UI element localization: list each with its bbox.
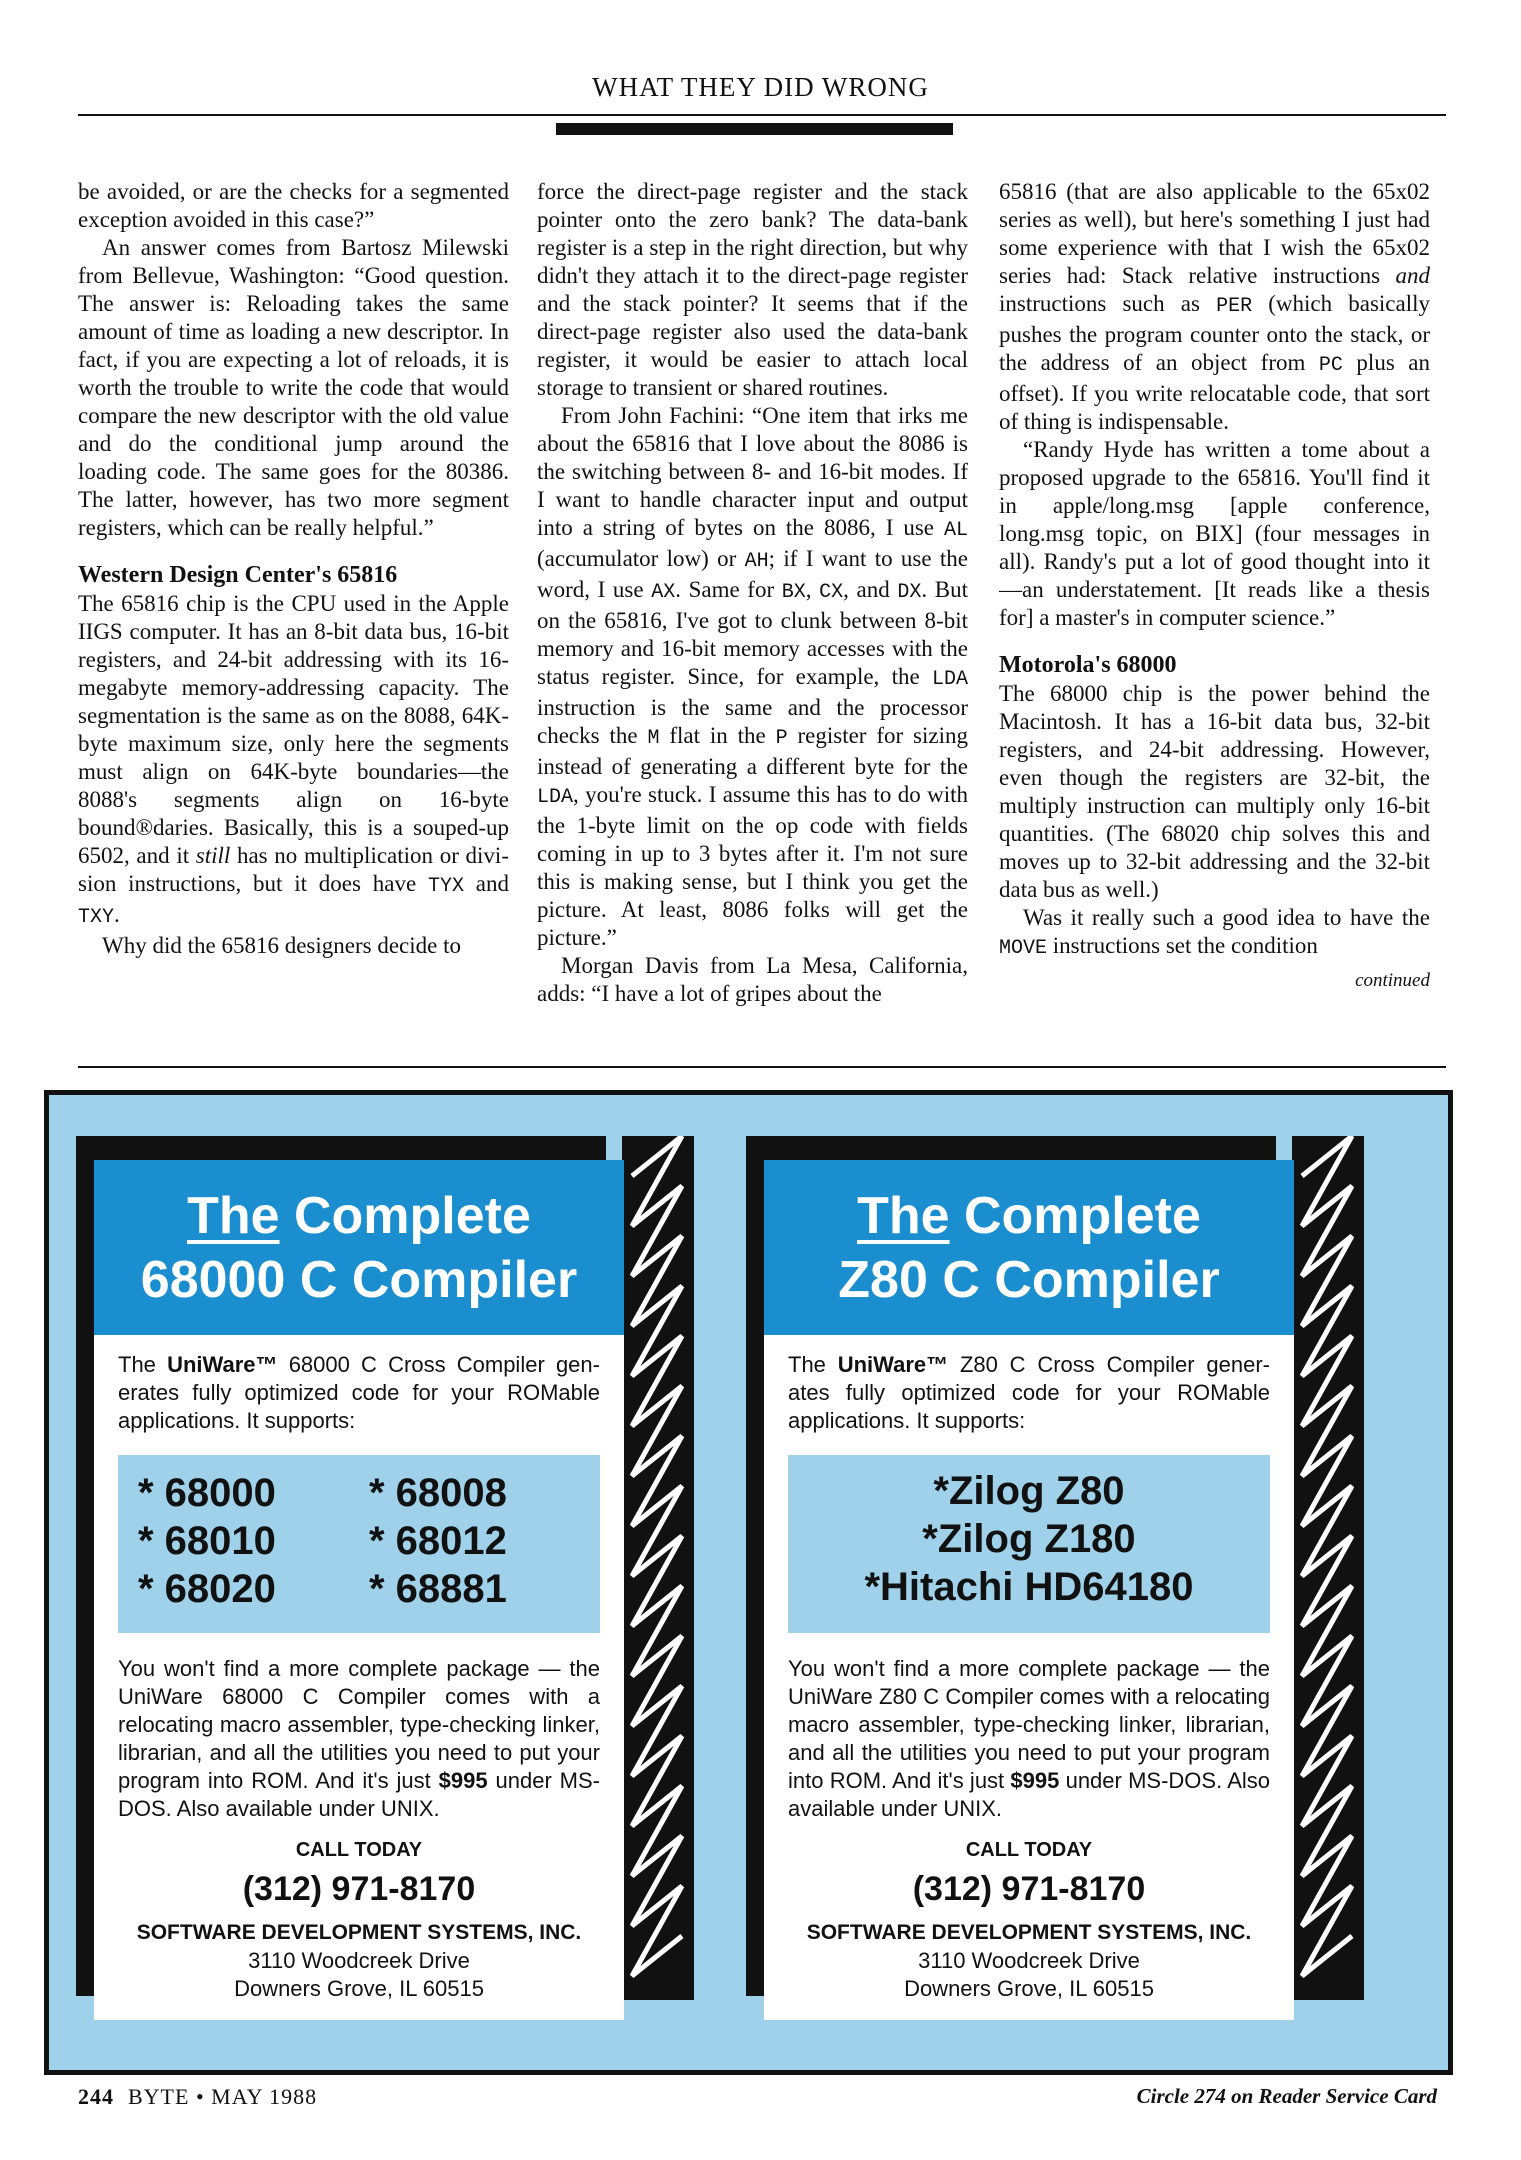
ad-title: The Complete 68000 C Compiler bbox=[94, 1160, 624, 1335]
magazine-issue: BYTE • MAY 1988 bbox=[128, 2084, 318, 2109]
cpu-item: * 68012 bbox=[369, 1519, 507, 1563]
ad-panel-z80 bbox=[764, 1160, 1294, 2020]
page-number: 244 bbox=[78, 2084, 114, 2109]
continued-label: continued bbox=[1355, 970, 1430, 991]
paragraph: An answer comes from Bartosz Milewski from Bellevue, Washington: “Good question. The answer is: Reloading takes the same amount of time as loading a new descriptor. In fact, if you are expecting a lot of reloads, it is worth the trouble to write the code that would compare the new descriptor with the old value and do the conditional jump around the loading code. The same goes for the 80386. The latter, however, has two more segment registers, which can be really helpful.” bbox=[78, 235, 509, 540]
cpu-item: * 68881 bbox=[369, 1567, 507, 1611]
header-rule bbox=[78, 114, 1446, 116]
cpu-item: *Zilog Z180 bbox=[922, 1517, 1136, 1561]
page-footer bbox=[78, 2084, 317, 2110]
phone-number[interactable]: (312) 971-8170 bbox=[912, 1870, 1146, 1908]
ad-intro: The UniWare™ 68000 C Cross Compiler generates fully optimized code for your ROMable applications. It supports: bbox=[118, 1352, 600, 1433]
article-column-2 bbox=[537, 178, 968, 1058]
company-name: SOFTWARE DEVELOPMENT SYSTEMS, INC. bbox=[136, 1921, 582, 1944]
header-bar bbox=[556, 123, 953, 135]
ad-panel-68000 bbox=[94, 1160, 624, 2020]
paragraph: “Randy Hyde has written a tome about a proposed upgrade to the 65816. You'll find it in apple/long.msg [apple conference, long.msg topic, on BIX] (four messages in all). Randy's put a lot of good thought into it—an understatement. [It reads like a thesis for] a master's in computer science.” bbox=[999, 437, 1430, 630]
ad-contact bbox=[764, 1837, 1294, 2003]
paragraph: Morgan Davis from La Mesa, California, adds: “I have a lot of gripes about the bbox=[537, 953, 968, 1006]
ad-body: You won't find a more complete package — the UniWare Z80 C Compiler comes with a relocating macro assembler, type-checking linker, librarian, and all the utilities you need to put your program into ROM. And it's just $995 under MS-DOS. Also available under UNIX. bbox=[788, 1656, 1270, 1821]
section-heading: Western Design Center's 65816 bbox=[78, 562, 398, 588]
section-heading: Motorola's 68000 bbox=[999, 652, 1177, 678]
call-today: CALL TODAY bbox=[295, 1839, 423, 1861]
address-line-2: Downers Grove, IL 60515 bbox=[234, 1976, 484, 2001]
ad-title: The Complete Z80 C Compiler bbox=[764, 1160, 1294, 1335]
address-line-1: 3110 Woodcreek Drive bbox=[918, 1948, 1140, 1973]
paragraph: The 65816 chip is the CPU used in the Apple IIGS computer. It has an 8-bit data bus, 16-bit registers, and 24-bit addressing with its 16-megabyte memory-addressing capacity. The segmentation is the same as on the 8088, 64K-byte maximum size, only here the segments must align on 64K-byte boundaries—the 8088's segments align on 16-byte bound®daries. Basically, this is a souped-up 6502, and it still has no multiplication or division instructions, but it does have TYX and TXY. bbox=[78, 591, 509, 929]
ad-panel-box bbox=[94, 1160, 624, 2020]
supported-cpus bbox=[118, 1455, 600, 1633]
paragraph: Why did the 65816 designers decide to bbox=[102, 933, 461, 958]
paragraph: The 68000 chip is the power behind the Macintosh. It has a 16-bit data bus, 32-bit registers, and 24-bit addressing. However, even though the registers are 32-bit, the multiply instruction can multiply only 16-bit quantities. (The 68020 chip solves this and moves up to 32-bit addressing and the 32-bit data bus as well.) bbox=[999, 681, 1430, 902]
running-head: WHAT THEY DID WRONG bbox=[592, 72, 929, 102]
phone-number[interactable]: (312) 971-8170 bbox=[242, 1870, 476, 1908]
ad-panel-box bbox=[764, 1160, 1294, 2020]
ad-intro: The UniWare™ Z80 C Cross Compiler generates fully optimized code for your ROMable applications. It supports: bbox=[788, 1352, 1270, 1433]
supported-cpus bbox=[788, 1455, 1270, 1633]
cpu-item: * 68008 bbox=[369, 1471, 507, 1515]
article-column-1 bbox=[78, 178, 509, 1058]
cpu-item: *Zilog Z80 bbox=[933, 1469, 1125, 1513]
ad-body: You won't find a more complete package — the UniWare 68000 C Compiler comes with a relocating macro assembler, type-checking linker, librarian, and all the utilities you need to put your program into ROM. And it's just $995 under MS-DOS. Also available under UNIX. bbox=[118, 1656, 600, 1821]
ad-contact bbox=[94, 1837, 624, 2003]
zigzag-side-decoration bbox=[1292, 1136, 1364, 2000]
call-today: CALL TODAY bbox=[965, 1839, 1093, 1861]
paragraph: From John Fachini: “One item that irks me about the 65816 that I love about the 8086 is the switching between 8- and 16-bit modes. If I want to handle character input and output into a string of bytes on the 8086, I use AL (accumulator low) or AH; if I want to use the word, I use AX. Same for BX, CX, and DX. But on the 65816, I've got to clunk between 8-bit memory and 16-bit memory accesses with the status register. Since, for example, the LDA instruction is the same and the processor checks the M flat in the P register for sizing instead of generating a different byte for the LDA, you're stuck. I assume this has to do with the 1-byte limit on the op code with fields coming in up to 3 bytes after it. I'm not sure this is making sense, but I think you get the picture. At least, 8086 folks will get the picture.” bbox=[537, 403, 968, 950]
cpu-item: * 68010 bbox=[138, 1519, 276, 1563]
cpu-item: * 68020 bbox=[138, 1567, 276, 1611]
paragraph: force the direct-page register and the stack pointer onto the zero bank? The data-bank register is a step in the right direction, but why didn't they attach it to the direct-page register and the stack pointer? It seems that if the direct-page register also used the data-bank register, it would be easier to attach local storage to transient or shared routines. bbox=[537, 179, 968, 400]
article-column-3 bbox=[999, 178, 1430, 1058]
cpu-item: *Hitachi HD64180 bbox=[864, 1565, 1194, 1609]
reader-service-note: Circle 274 on Reader Service Card bbox=[1136, 2084, 1437, 2108]
advertisement bbox=[44, 1090, 1453, 2075]
zigzag-side-decoration bbox=[622, 1136, 694, 2000]
paragraph: be avoided, or are the checks for a segmented exception avoided in this case?” bbox=[78, 179, 509, 232]
paragraph: 65816 (that are also applicable to the 65x02 series as well), but here's something I just had some experience with that I wish the 65x02 series had: Stack relative instructions and instructions such as PER (which basically pushes the program counter onto the stack, or the address of an object from PC plus an offset). If you write relocatable code, that sort of thing is indispensable. bbox=[999, 179, 1430, 434]
address-line-1: 3110 Woodcreek Drive bbox=[248, 1948, 470, 1973]
cpu-item: * 68000 bbox=[138, 1471, 276, 1515]
article-rule bbox=[78, 1066, 1446, 1068]
company-name: SOFTWARE DEVELOPMENT SYSTEMS, INC. bbox=[806, 1921, 1252, 1944]
paragraph: Was it really such a good idea to have the MOVE instructions set the condition bbox=[999, 905, 1430, 960]
address-line-2: Downers Grove, IL 60515 bbox=[904, 1976, 1154, 2001]
